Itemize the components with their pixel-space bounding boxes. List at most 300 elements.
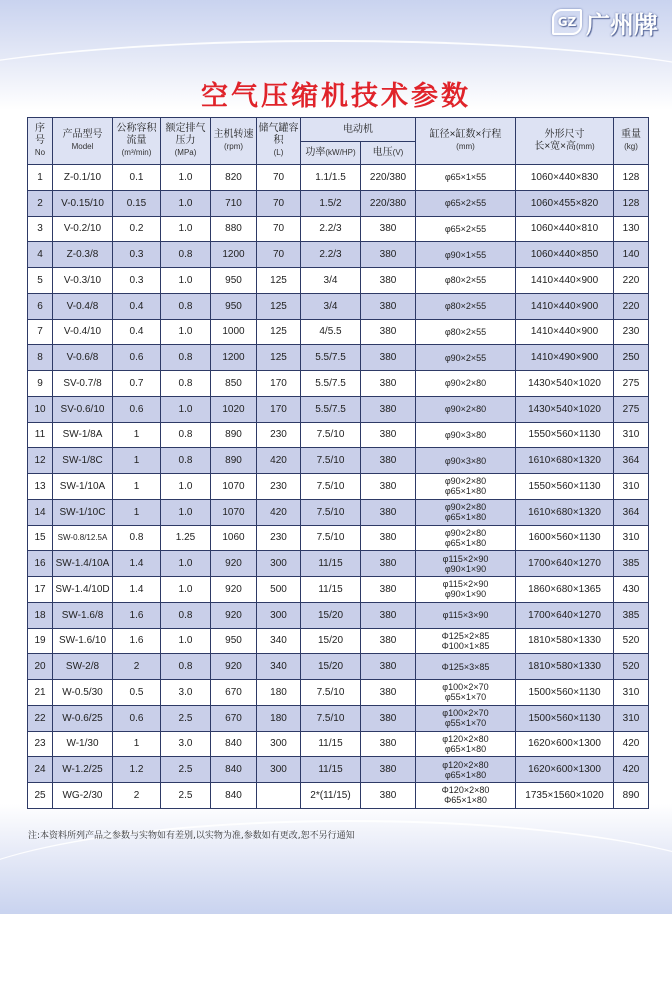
cell-pressure: 1.0 <box>161 499 211 525</box>
cell-no: 8 <box>28 345 53 371</box>
cell-voltage: 380 <box>361 525 416 551</box>
cell-no: 5 <box>28 268 53 294</box>
cell-speed: 840 <box>211 783 257 809</box>
cell-speed: 920 <box>211 654 257 680</box>
cell-voltage: 380 <box>361 448 416 474</box>
cell-weight: 220 <box>614 293 649 319</box>
cylinder-line: φ80×2×55 <box>444 326 487 337</box>
cell-tank: 125 <box>257 293 301 319</box>
cell-dims: 1060×440×810 <box>516 216 614 242</box>
cell-speed: 710 <box>211 190 257 216</box>
cell-no: 14 <box>28 499 53 525</box>
cell-tank: 230 <box>257 474 301 500</box>
cell-power: 7.5/10 <box>301 705 361 731</box>
cell-pressure: 0.8 <box>161 448 211 474</box>
header-dims-unit: (mm) <box>576 142 595 151</box>
cell-pressure: 1.0 <box>161 577 211 603</box>
cell-speed: 820 <box>211 165 257 191</box>
cell-flow: 1 <box>113 731 161 757</box>
cell-cylinder <box>416 242 516 268</box>
cell-speed: 1200 <box>211 345 257 371</box>
cell-model: SW-1/10A <box>53 474 113 500</box>
cylinder-line: φ90×2×80 <box>444 502 487 513</box>
header-pressure-unit: (MPa) <box>174 148 197 157</box>
cell-weight: 230 <box>614 319 649 345</box>
cell-cylinder <box>416 422 516 448</box>
cell-power: 11/15 <box>301 731 361 757</box>
cell-flow: 1 <box>113 448 161 474</box>
cell-model: V-0.3/10 <box>53 268 113 294</box>
cell-speed: 1000 <box>211 319 257 345</box>
cell-weight: 520 <box>614 654 649 680</box>
cell-model: W-0.6/25 <box>53 705 113 731</box>
cell-weight: 364 <box>614 499 649 525</box>
cell-no: 9 <box>28 371 53 397</box>
cylinder-line: φ90×2×80 <box>444 527 487 538</box>
cell-tank: 340 <box>257 628 301 654</box>
header-weight-label: 重量 <box>621 129 641 140</box>
cylinder-line: φ55×1×70 <box>444 692 487 703</box>
cell-power: 2.2/3 <box>301 216 361 242</box>
cell-weight: 430 <box>614 577 649 603</box>
cell-pressure: 0.8 <box>161 602 211 628</box>
cell-tank: 420 <box>257 499 301 525</box>
cell-no: 22 <box>28 705 53 731</box>
cell-power: 7.5/10 <box>301 448 361 474</box>
cell-tank: 230 <box>257 525 301 551</box>
cell-power: 2*(11/15) <box>301 783 361 809</box>
table-row <box>28 345 649 371</box>
cell-dims: 1410×440×900 <box>516 293 614 319</box>
cell-pressure: 1.0 <box>161 396 211 422</box>
cell-model: WG-2/30 <box>53 783 113 809</box>
cell-model: SW-1.6/8 <box>53 602 113 628</box>
cell-weight: 310 <box>614 680 649 706</box>
cell-cylinder <box>416 783 516 809</box>
cell-tank: 340 <box>257 654 301 680</box>
page-title: 空气压缩机技术参数 <box>201 81 471 112</box>
table-row <box>28 783 649 809</box>
cell-flow: 2 <box>113 783 161 809</box>
cell-model: W-1.2/25 <box>53 757 113 783</box>
cell-voltage: 220/380 <box>361 190 416 216</box>
table-row <box>28 628 649 654</box>
cell-cylinder <box>416 268 516 294</box>
cylinder-line: Φ100×1×85 <box>441 640 490 651</box>
cell-speed: 840 <box>211 731 257 757</box>
cell-no: 23 <box>28 731 53 757</box>
cell-model: SW-1.4/10D <box>53 577 113 603</box>
cell-dims: 1610×680×1320 <box>516 448 614 474</box>
cell-power: 2.2/3 <box>301 242 361 268</box>
cylinder-line: φ80×2×55 <box>444 275 487 286</box>
cell-tank: 125 <box>257 268 301 294</box>
cell-pressure: 1.0 <box>161 319 211 345</box>
cell-flow: 1 <box>113 499 161 525</box>
cell-voltage: 380 <box>361 242 416 268</box>
cell-model: SW-1/10C <box>53 499 113 525</box>
cell-speed: 1200 <box>211 242 257 268</box>
cell-dims: 1700×640×1270 <box>516 602 614 628</box>
header-seq <box>28 118 53 165</box>
cell-power: 3/4 <box>301 293 361 319</box>
cell-no: 6 <box>28 293 53 319</box>
cell-pressure: 1.0 <box>161 474 211 500</box>
cell-dims: 1700×640×1270 <box>516 551 614 577</box>
cylinder-line: φ65×1×80 <box>444 486 487 497</box>
cell-dims: 1610×680×1320 <box>516 499 614 525</box>
cell-no: 25 <box>28 783 53 809</box>
cell-power: 7.5/10 <box>301 525 361 551</box>
cell-no: 10 <box>28 396 53 422</box>
cell-cylinder <box>416 628 516 654</box>
header-tank-label: 储气罐容积 <box>258 123 299 146</box>
cylinder-line: φ90×2×80 <box>444 404 487 415</box>
cell-cylinder <box>416 371 516 397</box>
cell-voltage: 380 <box>361 705 416 731</box>
cell-flow: 0.6 <box>113 705 161 731</box>
cell-model: V-0.6/8 <box>53 345 113 371</box>
cell-flow: 0.1 <box>113 165 161 191</box>
cell-voltage: 380 <box>361 757 416 783</box>
cell-flow: 0.3 <box>113 242 161 268</box>
header-voltage <box>361 142 416 165</box>
brand-name: 广州牌 <box>586 10 658 39</box>
cell-voltage: 380 <box>361 396 416 422</box>
header-voltage-unit: (V) <box>392 148 404 157</box>
cell-flow: 0.3 <box>113 268 161 294</box>
cell-flow: 1 <box>113 474 161 500</box>
cell-speed: 1020 <box>211 396 257 422</box>
cell-cylinder <box>416 757 516 783</box>
cell-tank <box>257 783 301 809</box>
cell-model: V-0.4/8 <box>53 293 113 319</box>
cell-speed: 920 <box>211 551 257 577</box>
cell-voltage: 380 <box>361 216 416 242</box>
cell-dims: 1550×560×1130 <box>516 422 614 448</box>
table-row <box>28 602 649 628</box>
cell-model: SW-1/8A <box>53 422 113 448</box>
header-power-label: 功率 <box>305 147 326 158</box>
cylinder-line: φ55×1×70 <box>444 718 487 729</box>
header-pressure-label: 额定排气压力 <box>165 123 206 146</box>
cylinder-line: Φ65×1×80 <box>444 795 487 806</box>
header-seq-en: No <box>34 148 46 157</box>
cell-cylinder <box>416 499 516 525</box>
spec-table <box>27 117 649 809</box>
cell-pressure: 0.8 <box>161 345 211 371</box>
header-dims-sub <box>516 141 613 153</box>
cell-pressure: 1.0 <box>161 628 211 654</box>
table-row <box>28 448 649 474</box>
cell-speed: 890 <box>211 422 257 448</box>
cell-model: SV-0.6/10 <box>53 396 113 422</box>
cylinder-line: φ90×1×90 <box>444 589 487 600</box>
decorative-swoosh <box>0 820 672 982</box>
cell-weight: 420 <box>614 757 649 783</box>
cell-voltage: 380 <box>361 602 416 628</box>
cell-speed: 670 <box>211 680 257 706</box>
cell-speed: 950 <box>211 628 257 654</box>
cylinder-line: φ65×1×80 <box>444 769 487 780</box>
cell-dims: 1060×440×830 <box>516 165 614 191</box>
cell-flow: 1 <box>113 422 161 448</box>
header-model-en: Model <box>71 142 94 151</box>
cell-cylinder <box>416 525 516 551</box>
cylinder-line: φ120×2×80 <box>442 733 489 744</box>
cell-flow: 1.4 <box>113 577 161 603</box>
cell-flow: 1.2 <box>113 757 161 783</box>
header-flow-unit: (m³/min) <box>121 148 152 157</box>
cell-dims: 1550×560×1130 <box>516 474 614 500</box>
cell-pressure: 0.8 <box>161 422 211 448</box>
cell-dims: 1620×600×1300 <box>516 757 614 783</box>
cell-voltage: 380 <box>361 345 416 371</box>
cell-no: 24 <box>28 757 53 783</box>
cylinder-line: φ100×2×70 <box>442 708 489 719</box>
cylinder-line: φ90×3×80 <box>444 455 487 466</box>
cell-cylinder <box>416 680 516 706</box>
cell-flow: 1.6 <box>113 628 161 654</box>
cylinder-line: φ90×2×55 <box>444 352 487 363</box>
cylinder-line: φ65×2×55 <box>444 198 487 209</box>
header-weight <box>614 118 649 165</box>
table-row <box>28 371 649 397</box>
cell-pressure: 1.0 <box>161 268 211 294</box>
cell-voltage: 380 <box>361 731 416 757</box>
cell-no: 12 <box>28 448 53 474</box>
cell-tank: 300 <box>257 731 301 757</box>
cylinder-line: φ115×2×90 <box>442 579 489 590</box>
cell-weight: 130 <box>614 216 649 242</box>
table-body <box>28 165 649 809</box>
cell-dims: 1410×490×900 <box>516 345 614 371</box>
cell-weight: 385 <box>614 602 649 628</box>
cell-weight: 385 <box>614 551 649 577</box>
cell-voltage: 380 <box>361 293 416 319</box>
cell-model: V-0.15/10 <box>53 190 113 216</box>
cell-power: 1.5/2 <box>301 190 361 216</box>
cell-weight: 140 <box>614 242 649 268</box>
cell-dims: 1410×440×900 <box>516 319 614 345</box>
table-row <box>28 731 649 757</box>
cell-dims: 1060×440×850 <box>516 242 614 268</box>
table-row <box>28 242 649 268</box>
cell-power: 15/20 <box>301 628 361 654</box>
table-row <box>28 551 649 577</box>
cell-pressure: 1.25 <box>161 525 211 551</box>
cell-cylinder <box>416 165 516 191</box>
cell-pressure: 3.0 <box>161 680 211 706</box>
cell-flow: 2 <box>113 654 161 680</box>
cell-cylinder <box>416 396 516 422</box>
header-tank <box>257 118 301 165</box>
cell-weight: 250 <box>614 345 649 371</box>
cell-cylinder <box>416 448 516 474</box>
cell-weight: 275 <box>614 371 649 397</box>
cell-power: 7.5/10 <box>301 422 361 448</box>
table-row <box>28 268 649 294</box>
cylinder-line: φ90×3×80 <box>444 429 487 440</box>
cell-model: SW-1.6/10 <box>53 628 113 654</box>
cell-cylinder <box>416 319 516 345</box>
cylinder-line: φ100×2×70 <box>442 682 489 693</box>
cell-no: 20 <box>28 654 53 680</box>
cell-dims: 1810×580×1330 <box>516 654 614 680</box>
header-cylinder <box>416 118 516 165</box>
table-row <box>28 577 649 603</box>
cell-speed: 670 <box>211 705 257 731</box>
cell-tank: 70 <box>257 190 301 216</box>
table-row <box>28 396 649 422</box>
cell-tank: 125 <box>257 319 301 345</box>
cell-cylinder <box>416 577 516 603</box>
cylinder-line: φ80×2×55 <box>444 301 487 312</box>
cell-no: 15 <box>28 525 53 551</box>
cell-tank: 170 <box>257 371 301 397</box>
cell-weight: 310 <box>614 474 649 500</box>
cell-cylinder <box>416 190 516 216</box>
cell-tank: 180 <box>257 705 301 731</box>
cell-no: 17 <box>28 577 53 603</box>
cell-model: Z-0.1/10 <box>53 165 113 191</box>
cell-voltage: 380 <box>361 551 416 577</box>
cylinder-line: φ115×3×90 <box>442 610 489 621</box>
table-row <box>28 190 649 216</box>
cell-voltage: 380 <box>361 577 416 603</box>
table-row <box>28 319 649 345</box>
cell-voltage: 380 <box>361 474 416 500</box>
cell-pressure: 2.5 <box>161 783 211 809</box>
cell-model: SW-1.4/10A <box>53 551 113 577</box>
cell-pressure: 0.8 <box>161 654 211 680</box>
cell-tank: 500 <box>257 577 301 603</box>
cell-model: W-1/30 <box>53 731 113 757</box>
cylinder-line: φ65×1×80 <box>444 537 487 548</box>
cell-model: SW-0.8/12.5A <box>53 525 113 551</box>
cell-speed: 850 <box>211 371 257 397</box>
cell-no: 4 <box>28 242 53 268</box>
cell-weight: 420 <box>614 731 649 757</box>
cylinder-line: φ90×2×80 <box>444 476 487 487</box>
cell-cylinder <box>416 602 516 628</box>
cell-no: 18 <box>28 602 53 628</box>
cell-voltage: 380 <box>361 371 416 397</box>
cylinder-line: φ120×2×80 <box>442 759 489 770</box>
cell-weight: 520 <box>614 628 649 654</box>
footnote: 注:本资料所列产品之参数与实物如有差别,以实物为准,参数如有更改,恕不另行通知 <box>28 831 355 841</box>
header-model <box>53 118 113 165</box>
cell-power: 5.5/7.5 <box>301 345 361 371</box>
cell-no: 16 <box>28 551 53 577</box>
header-flow-label: 公称容积流量 <box>116 123 157 146</box>
cell-flow: 0.2 <box>113 216 161 242</box>
cell-weight: 310 <box>614 705 649 731</box>
cell-no: 1 <box>28 165 53 191</box>
cell-voltage: 380 <box>361 680 416 706</box>
cell-pressure: 0.8 <box>161 293 211 319</box>
cell-pressure: 2.5 <box>161 705 211 731</box>
cylinder-line: Φ120×2×80 <box>441 785 490 796</box>
cell-dims: 1500×560×1130 <box>516 680 614 706</box>
cell-speed: 880 <box>211 216 257 242</box>
cell-speed: 1060 <box>211 525 257 551</box>
brand-logo <box>552 4 658 40</box>
cylinder-line: φ90×1×90 <box>444 563 487 574</box>
cell-speed: 1070 <box>211 499 257 525</box>
cylinder-line: Φ125×2×85 <box>441 630 490 641</box>
cell-weight: 275 <box>614 396 649 422</box>
cell-tank: 70 <box>257 216 301 242</box>
cell-power: 7.5/10 <box>301 499 361 525</box>
cell-power: 11/15 <box>301 577 361 603</box>
table-row <box>28 654 649 680</box>
cell-flow: 0.6 <box>113 345 161 371</box>
table-row <box>28 422 649 448</box>
cell-voltage: 380 <box>361 654 416 680</box>
cell-no: 2 <box>28 190 53 216</box>
table-row <box>28 525 649 551</box>
cell-weight: 220 <box>614 268 649 294</box>
table-row <box>28 757 649 783</box>
header-dims-label: 外形尺寸 <box>544 129 585 140</box>
table-row <box>28 165 649 191</box>
cell-model: Z-0.3/8 <box>53 242 113 268</box>
cell-speed: 920 <box>211 577 257 603</box>
cell-tank: 230 <box>257 422 301 448</box>
cell-model: SW-1/8C <box>53 448 113 474</box>
cell-flow: 0.15 <box>113 190 161 216</box>
cell-power: 7.5/10 <box>301 680 361 706</box>
cell-pressure: 1.0 <box>161 216 211 242</box>
cell-no: 3 <box>28 216 53 242</box>
cell-pressure: 1.0 <box>161 165 211 191</box>
cell-flow: 0.4 <box>113 319 161 345</box>
header-weight-unit: (kg) <box>624 142 638 151</box>
cell-weight: 364 <box>614 448 649 474</box>
cell-voltage: 380 <box>361 628 416 654</box>
cell-no: 11 <box>28 422 53 448</box>
cylinder-line: φ115×2×90 <box>442 553 489 564</box>
cell-tank: 125 <box>257 345 301 371</box>
cell-no: 13 <box>28 474 53 500</box>
cell-power: 1.1/1.5 <box>301 165 361 191</box>
cell-tank: 300 <box>257 602 301 628</box>
cell-flow: 1.6 <box>113 602 161 628</box>
cell-speed: 840 <box>211 757 257 783</box>
table-row <box>28 499 649 525</box>
cell-flow: 0.7 <box>113 371 161 397</box>
cell-dims: 1860×680×1365 <box>516 577 614 603</box>
header-speed <box>211 118 257 165</box>
cylinder-line: φ65×2×55 <box>444 223 487 234</box>
cell-voltage: 380 <box>361 422 416 448</box>
table-row <box>28 216 649 242</box>
cell-dims: 1410×440×900 <box>516 268 614 294</box>
cell-weight: 890 <box>614 783 649 809</box>
cell-speed: 950 <box>211 268 257 294</box>
header-cylinder-label: 缸径×缸数×行程 <box>429 129 502 140</box>
cell-pressure: 1.0 <box>161 190 211 216</box>
cell-dims: 1810×580×1330 <box>516 628 614 654</box>
cell-tank: 180 <box>257 680 301 706</box>
table-row <box>28 705 649 731</box>
cell-power: 4/5.5 <box>301 319 361 345</box>
cell-cylinder <box>416 474 516 500</box>
cell-power: 11/15 <box>301 757 361 783</box>
cell-model: V-0.4/10 <box>53 319 113 345</box>
cell-pressure: 0.8 <box>161 242 211 268</box>
